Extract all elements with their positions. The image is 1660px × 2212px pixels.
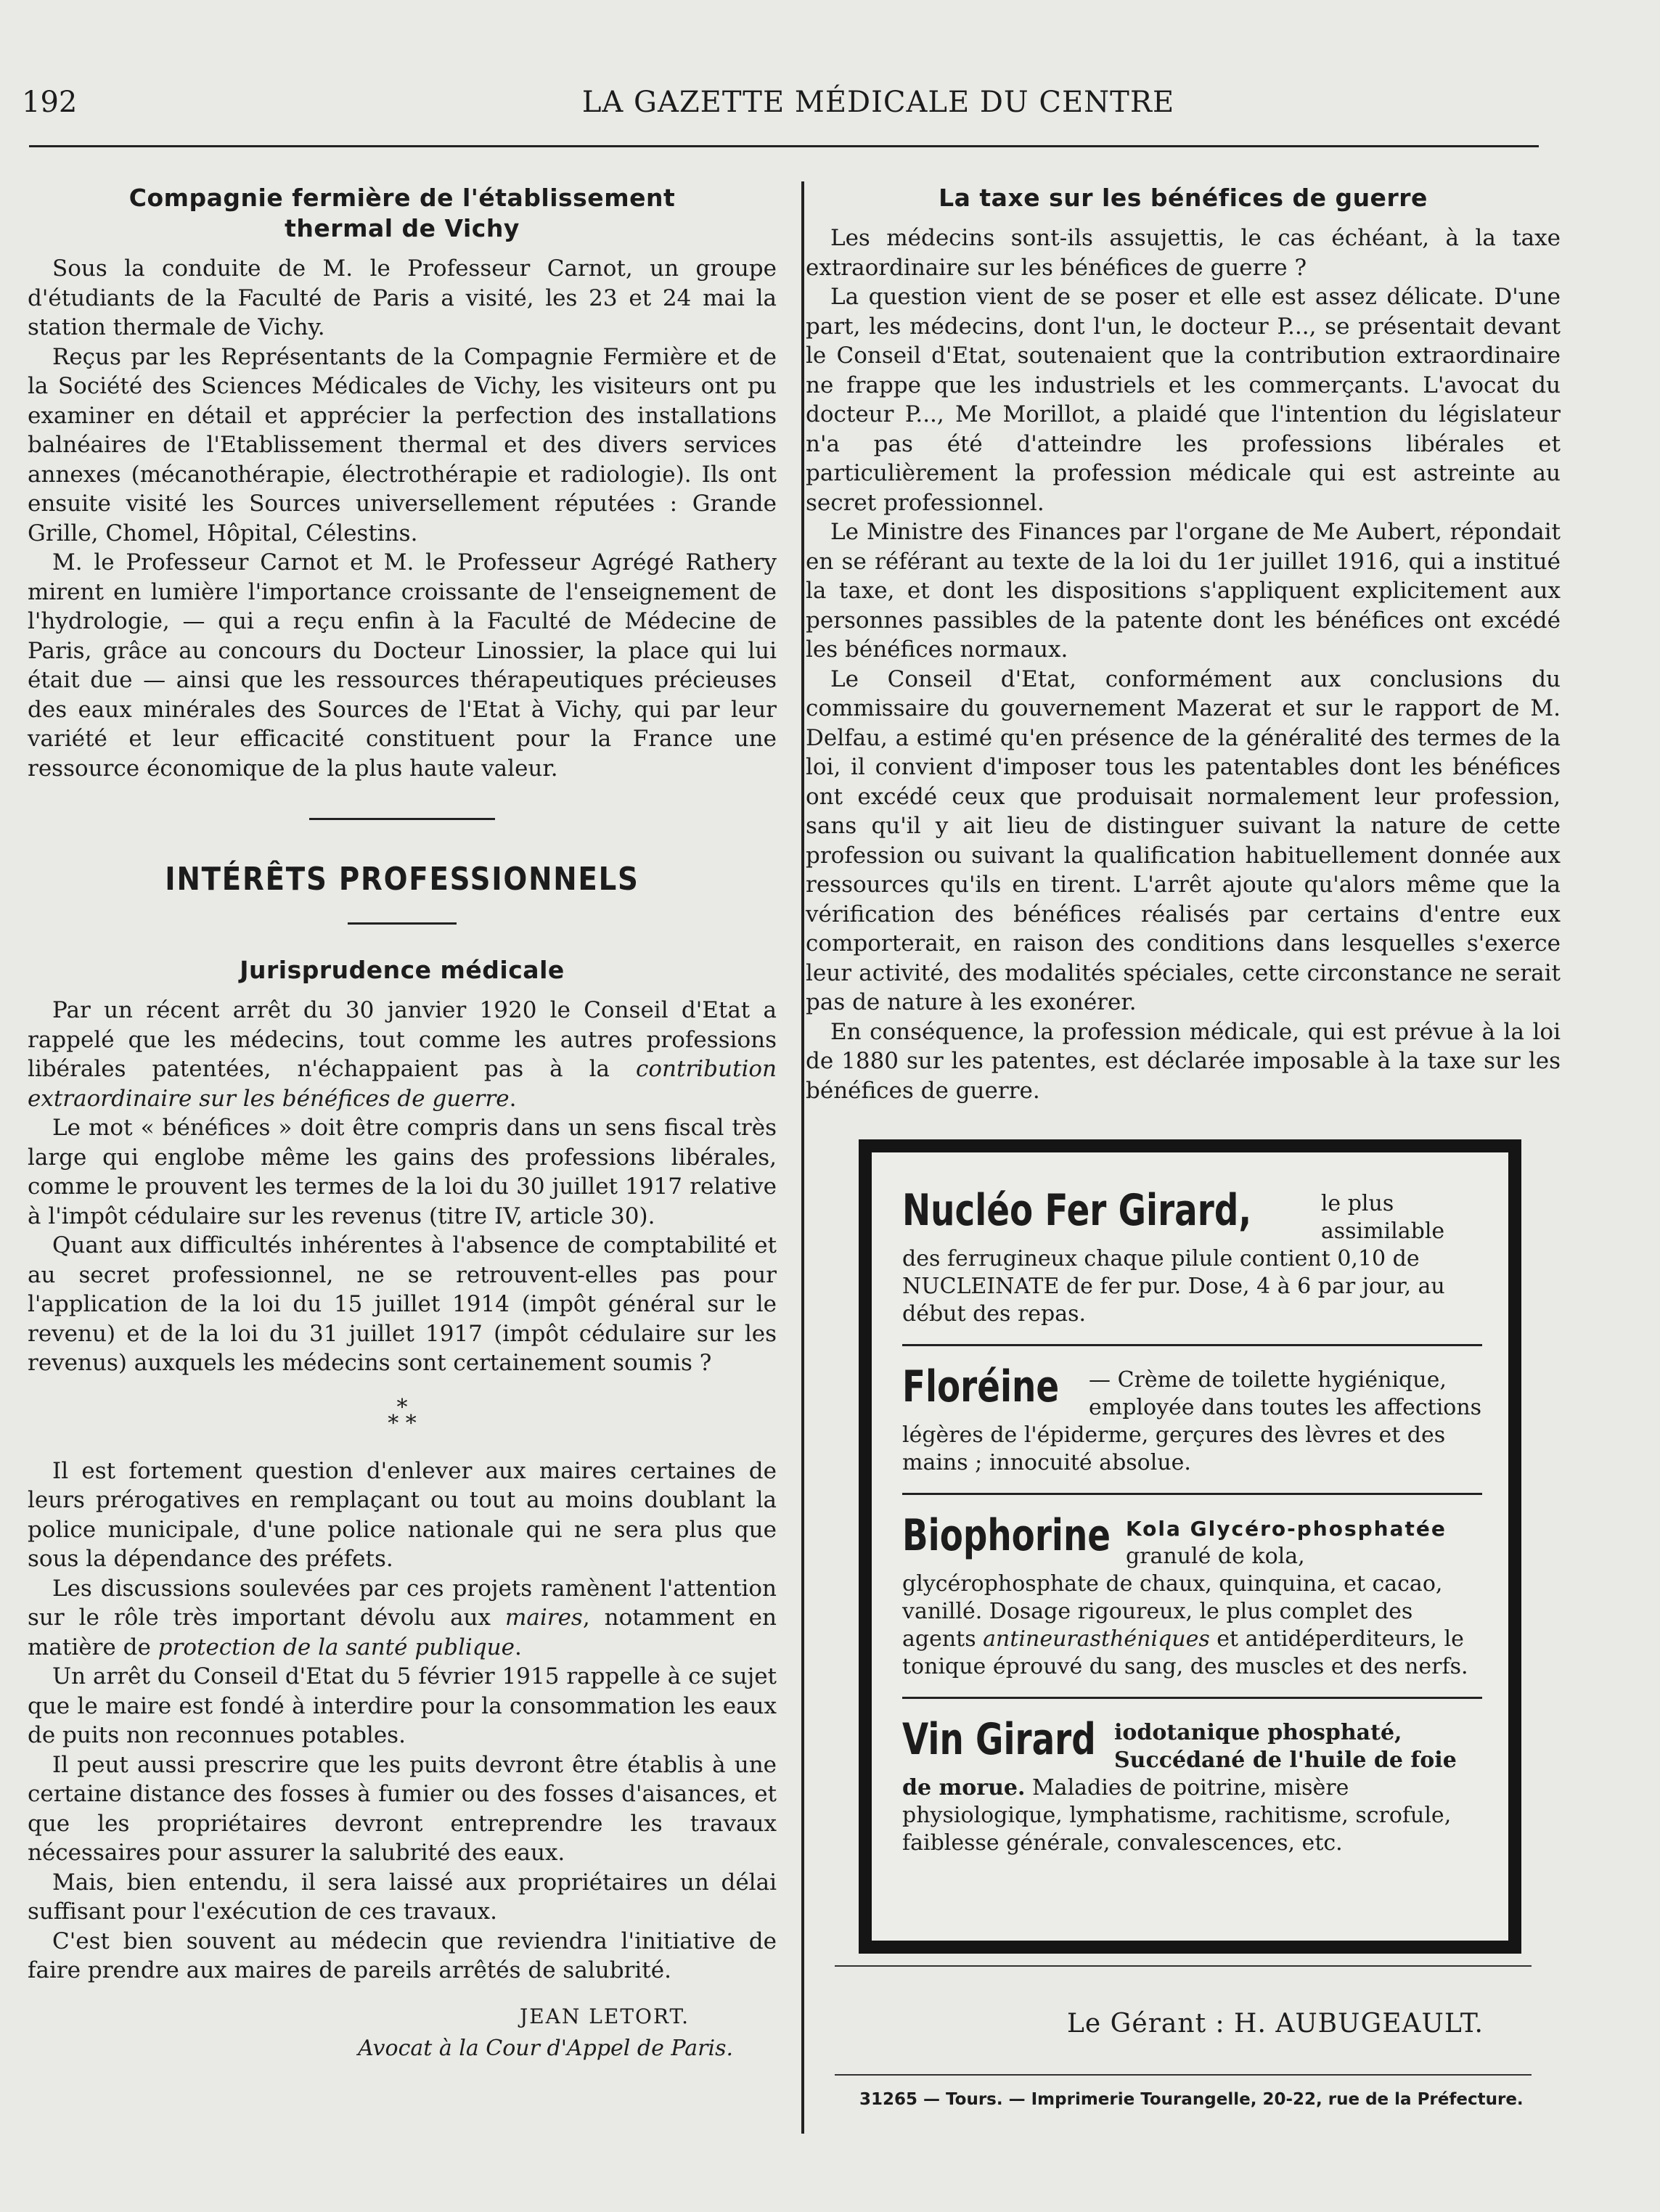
ad-vin-text: Maladies de poitrine, misère physiologique, lymphatisme, rachitisme, scrofule, faiblesse générale, convalescences, etc. — [902, 1775, 1452, 1856]
ad-nucleo — [902, 1185, 1482, 1328]
maires-paragraph-2: Les discussions soulevées par ces projets ramènent l'attention sur le rôle très important dévolu aux maires, notamment en matière de protection de la santé publique. — [28, 1575, 777, 1660]
gerant-line: Le Gérant : H. AUBUGEAULT. — [1067, 2009, 1484, 2039]
right-column — [806, 174, 1561, 1105]
bottom-rule-1 — [835, 1965, 1532, 1967]
ad-biophorine — [902, 1510, 1482, 1681]
ad-separator — [902, 1493, 1482, 1495]
ad-vin-girard — [902, 1714, 1482, 1857]
vichy-paragraph-2: Reçus par les Représentants de la Compagnie Fermière et de la Société des Sciences Médicales de Vichy, les visiteurs ont pu examiner en détail et apprécier la perfection des installations balnéaires de l'Etablissement thermal et des divers services annexes (mécanothérapie, électrothérapie et radiologie). Ils ont ensuite visité les Sources universellement réputées : Grande Grille, Chomel, Hôpital, Célestins. — [28, 343, 777, 546]
taxe-paragraph-1: Les médecins sont-ils assujettis, le cas échéant, à la taxe extraordinaire sur les bénéfices de guerre ? — [806, 225, 1561, 281]
ad-floreine-name: Floréine — [902, 1361, 1060, 1412]
ad-separator — [902, 1344, 1482, 1346]
ad-separator — [902, 1697, 1482, 1699]
ad-biophorine-text-b: et antidéperditeurs, le tonique éprouvé du sang, des muscles et des nerfs. — [902, 1626, 1468, 1679]
maires-paragraph-6: C'est bien souvent au médecin que reviendra l'initiative de faire prendre aux maires de pareils arrêtés de salubrité. — [28, 1928, 777, 1983]
vichy-paragraph-3: M. le Professeur Carnot et M. le Professeur Agrégé Rathery mirent en lumière l'importance croissante de l'enseignement de l'hydrologie, — qui a reçu enfin à la Faculté de Médecine de Paris, grâce au concours du Docteur Linossier, la place qui lui était due — ainsi que les ressources thérapeutiques précieuses des eaux minérales des Sources de l'Etat à Vichy, qui par leur variété et leur efficacité constituent pour la France une ressource économique de la plus haute valeur. — [28, 549, 777, 782]
journal-title: LA GAZETTE MÉDICALE DU CENTRE — [581, 86, 1175, 119]
header-rule — [29, 145, 1539, 147]
juris-paragraph-1: Par un récent arrêt du 30 janvier 1920 le Conseil d'Etat a rappelé que les médecins, tout comme les autres professions libérales patentées, n'échappaient pas à la contribution extraordinaire sur les bénéfices de guerre. — [28, 997, 777, 1112]
taxe-paragraph-4: Le Conseil d'Etat, conformément aux conclusions du commissaire du gouvernement Mazerat et sur le rapport de M. Delfau, a estimé qu'en présence de la généralité des termes de la loi, il convient d'imposer tous les patentables dont les bénéfices ont excédé ceux que produisait normalement leur profession, sans qu'il y ait lieu de distinguer suivant la nature de cette profession ou suivant la qualification habituellement donnée aux ressources qu'ils en tirent. L'arrêt ajoute qu'alors même que la vérification des bénéfices réalisés par certains d'entre eux comporterait, en raison des conditions dans lesquelles s'exerce leur activité, des modalités spéciales, cette circonstance ne serait pas de nature à les exonérer. — [806, 665, 1561, 1015]
maires-paragraph-5: Mais, bien entendu, il sera laissé aux propriétaires un délai suffisant pour l'exécution de ces travaux. — [28, 1869, 777, 1925]
left-column — [28, 174, 777, 2061]
taxe-paragraph-3: Le Ministre des Finances par l'organe de Me Aubert, répondait en se référant au texte de la loi du 1er juillet 1916, qui a institué la taxe, et dont les dispositions s'appliquent explicitement aux personnes passibles de la patente dont les bénéfices ont excédé les bénéfices normaux. — [806, 519, 1561, 663]
advertisement-box — [859, 1139, 1521, 1954]
juris-paragraph-3: Quant aux difficultés inhérentes à l'absence de comptabilité et au secret professionnel, ne se retrouvent-elles pas pour l'application de la loi du 15 juillet 1914 (impôt général sur le revenu) et de la loi du 31 juillet 1917 (impôt cédulaire sur les revenus) auxquels les médecins sont certainement soumis ? — [28, 1232, 777, 1376]
signature-name: JEAN LETORT. — [520, 2004, 690, 2028]
ad-nucleo-name: Nucléo Fer Girard, — [902, 1185, 1252, 1236]
page-number: 192 — [22, 86, 78, 119]
signature-title: Avocat à la Cour d'Appel de Paris. — [358, 2035, 733, 2061]
ad-biophorine-text-a: granulé de kola, glycérophosphate de chaux, quinquina, et cacao, vanillé. Dosage rigoureux, le plus complet des agents — [902, 1544, 1443, 1652]
ad-floreine — [902, 1361, 1482, 1477]
ad-floreine-text: — Crème de toilette hygiénique, employée dans toutes les affections légères de l'épiderme, gerçures des lèvres et des mains ; innocuité absolue. — [902, 1367, 1482, 1475]
taxe-paragraph-5: En conséquence, la profession médicale, qui est prévue à la loi de 1880 sur les patentes, est déclarée imposable à la taxe sur les bénéfices de guerre. — [806, 1018, 1561, 1104]
taxe-title: La taxe sur les bénéfices de guerre — [939, 184, 1428, 212]
section-title: INTÉRÊTS PROFESSIONNELS — [165, 861, 639, 898]
column-rule — [801, 181, 804, 2134]
ad-biophorine-italic: antineurasthéniques — [983, 1626, 1210, 1652]
ad-biophorine-name: Biophorine — [902, 1510, 1111, 1561]
ad-nucleo-text: le plus assimilable des ferrugineux chaque pilule contient 0,10 de NUCLEINATE de fer pur. Dose, 4 à 6 par jour, au début des repas. — [902, 1191, 1445, 1327]
maires-paragraph-1: Il est fortement question d'enlever aux maires certaines de leurs prérogatives en remplaçant ou tout au moins doublant la police municipale, d'une police nationale qui ne sera plus que sous la dépendance des préfets. — [28, 1457, 777, 1572]
maires-paragraph-4: Il peut aussi prescrire que les puits devront être établis à une certaine distance des fosses à fumier ou des fosses d'aisances, et que les propriétaires devront entreprendre les travaux nécessaires pour assurer la salubrité des eaux. — [28, 1751, 777, 1866]
ad-vin-name: Vin Girard — [902, 1714, 1096, 1765]
maires-paragraph-3: Un arrêt du Conseil d'Etat du 5 février 1915 rappelle à ce sujet que le maire est fondé à interdire pour la consommation les eaux de puits non reconnues potables. — [28, 1663, 777, 1748]
vichy-paragraph-1: Sous la conduite de M. le Professeur Carnot, un groupe d'étudiants de la Faculté de Paris a visité, les 23 et 24 mai la station thermale de Vichy. — [28, 255, 777, 340]
taxe-paragraph-2: La question vient de se poser et elle est assez délicate. D'une part, les médecins, dont l'un, le docteur P..., se présentait devant le Conseil d'Etat, soutenaient que la contribution extraordinaire ne frappe que les industriels et les commerçants. L'avocat du docteur P..., Me Morillot, a plaidé que l'intention du législateur n'a pas été d'atteindre les professions libérales et particulièrement la profession médicale qui est astreinte au secret professionnel. — [806, 284, 1561, 516]
section-stars: * * * — [388, 1394, 417, 1436]
imprint-line: 31265 — Tours. — Imprimerie Tourangelle, 20-22, rue de la Préfecture. — [859, 2090, 1524, 2109]
juris-title: Jurisprudence médicale — [240, 956, 565, 984]
juris-paragraph-2: Le mot « bénéfices » doit être compris dans un sens fiscal très large qui englobe même les gains des professions libérales, comme le prouvent les termes de la loi du 30 juillet 1917 relative à l'impôt cédulaire sur les revenus (titre IV, article 30). — [28, 1115, 777, 1229]
bottom-rule-2 — [835, 2074, 1532, 2076]
vichy-title: Compagnie fermière de l'établissement thermal de Vichy — [128, 184, 676, 242]
ad-biophorine-lead: Kola Glycéro-phosphatée — [1125, 1517, 1447, 1541]
ad-vin-lead: iodotanique phosphaté, Succédané de l'huile de foie de morue. — [902, 1720, 1457, 1801]
